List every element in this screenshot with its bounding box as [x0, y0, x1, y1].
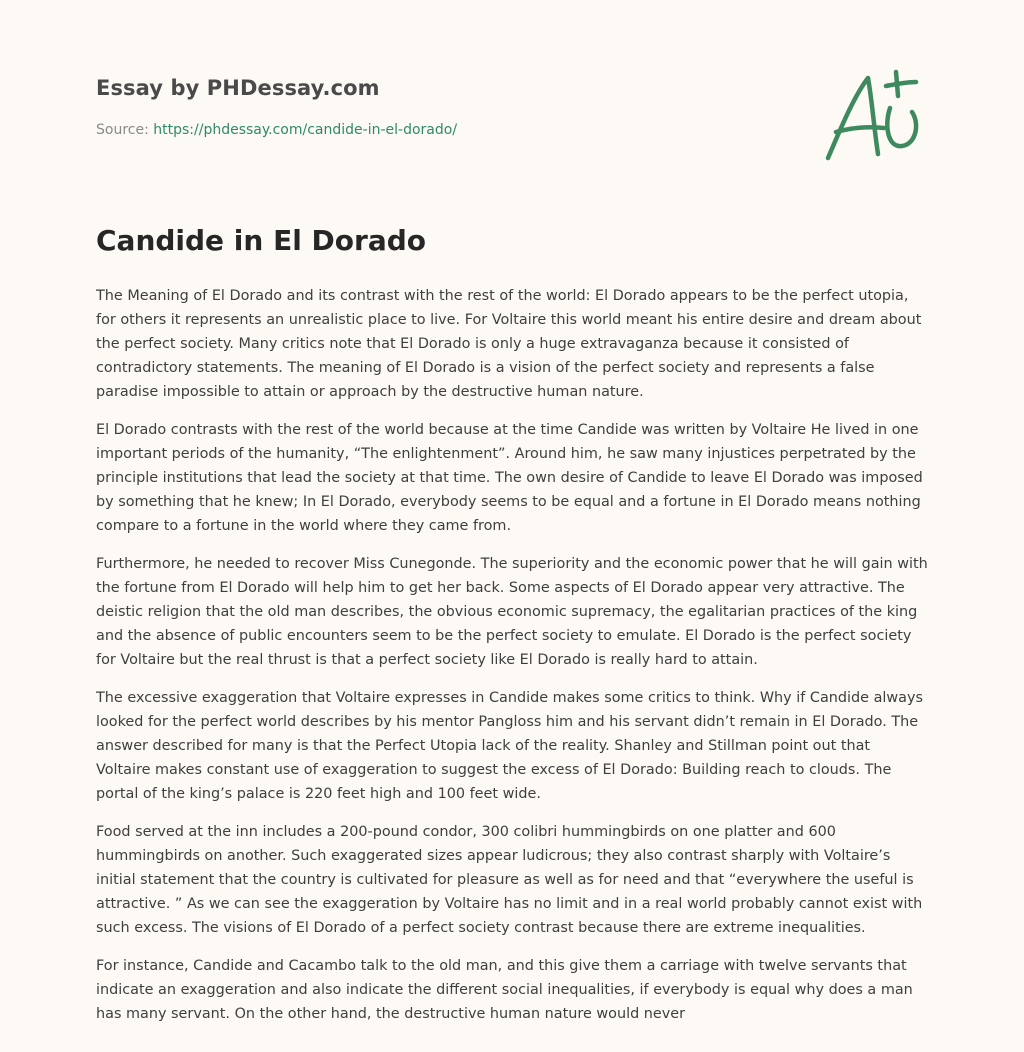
essay-paragraph: Food served at the inn includes a 200-pound condor, 300 colibri hummingbirds on one platter and 600 hummingbirds on another. Such exaggerated sizes appear ludicrous; they also contrast sharply with Voltaire’s initial statement that the country is cultivated for pleasure as well as for need and that “everywhere the useful is attractive. ” As we can see the exaggeration by Voltaire has no limit and in a real world probably cannot exist with such excess. The visions of El Dorado of a perfect society contrast because there are extreme inequalities.	[96, 824, 923, 936]
essay-paragraph: For instance, Candide and Cacambo talk to the old man, and this give them a carriage with twelve servants that indicate an exaggeration and also indicate the different social inequalities, if everybody is equal why does a man has many servant. On the other hand, the destructive human nature would never	[96, 958, 913, 1022]
page-header	[96, 76, 796, 138]
source-label: Source:	[96, 122, 154, 138]
source-line	[96, 122, 796, 138]
essay-paragraph: El Dorado contrasts with the rest of the world because at the time Candide was written by Voltaire He lived in one important periods of the humanity, “The enlightenment”. Around him, he saw many injustices perpetrated by the principle institutions that lead the society at that time. The own desire of Candide to leave El Dorado was imposed by something that he knew; In El Dorado, everybody seems to be equal and a fortune in El Dorado means nothing compare to a fortune in the world where they came from.	[96, 422, 923, 534]
essay-paragraph: The Meaning of El Dorado and its contrast with the rest of the world: El Dorado appears to be the perfect utopia, for others it represents an unrealistic place to live. For Voltaire this world meant his entire desire and dream about the perfect society. Many critics note that El Dorado is only a huge extravaganza because it consisted of contradictory statements. The meaning of El Dorado is a vision of the perfect society and represents a false paradise impossible to attain or approach by the destructive human nature.	[96, 288, 922, 400]
essay-paragraph: The excessive exaggeration that Voltaire expresses in Candide makes some critics to think. Why if Candide always looked for the perfect world describes by his mentor Pangloss him and his servant didn’t remain in El Dorado. The answer described for many is that the Perfect Utopia lack of the reality. Shanley and Stillman point out that Voltaire makes constant use of exaggeration to suggest the excess of El Dorado: Building reach to clouds. The portal of the king’s palace is 220 feet high and 100 feet wide.	[96, 690, 924, 802]
essay-title: Candide in El Dorado	[96, 224, 427, 257]
site-brand: Essay by PHDessay.com	[96, 76, 380, 100]
a-plus-grade-icon	[822, 66, 928, 164]
source-link[interactable]: https://phdessay.com/candide-in-el-dorado/	[153, 122, 458, 138]
essay-paragraph: Furthermore, he needed to recover Miss Cunegonde. The superiority and the economic power that he will gain with the fortune from El Dorado will help him to get her back. Some aspects of El Dorado appear very attractive. The deistic religion that the old man describes, the obvious economic supremacy, the egalitarian practices of the king and the absence of public encounters seem to be the perfect society to emulate. El Dorado is the perfect society for Voltaire but the real thrust is that a perfect society like El Dorado is really hard to attain.	[96, 556, 928, 668]
essay-body	[96, 284, 928, 1040]
